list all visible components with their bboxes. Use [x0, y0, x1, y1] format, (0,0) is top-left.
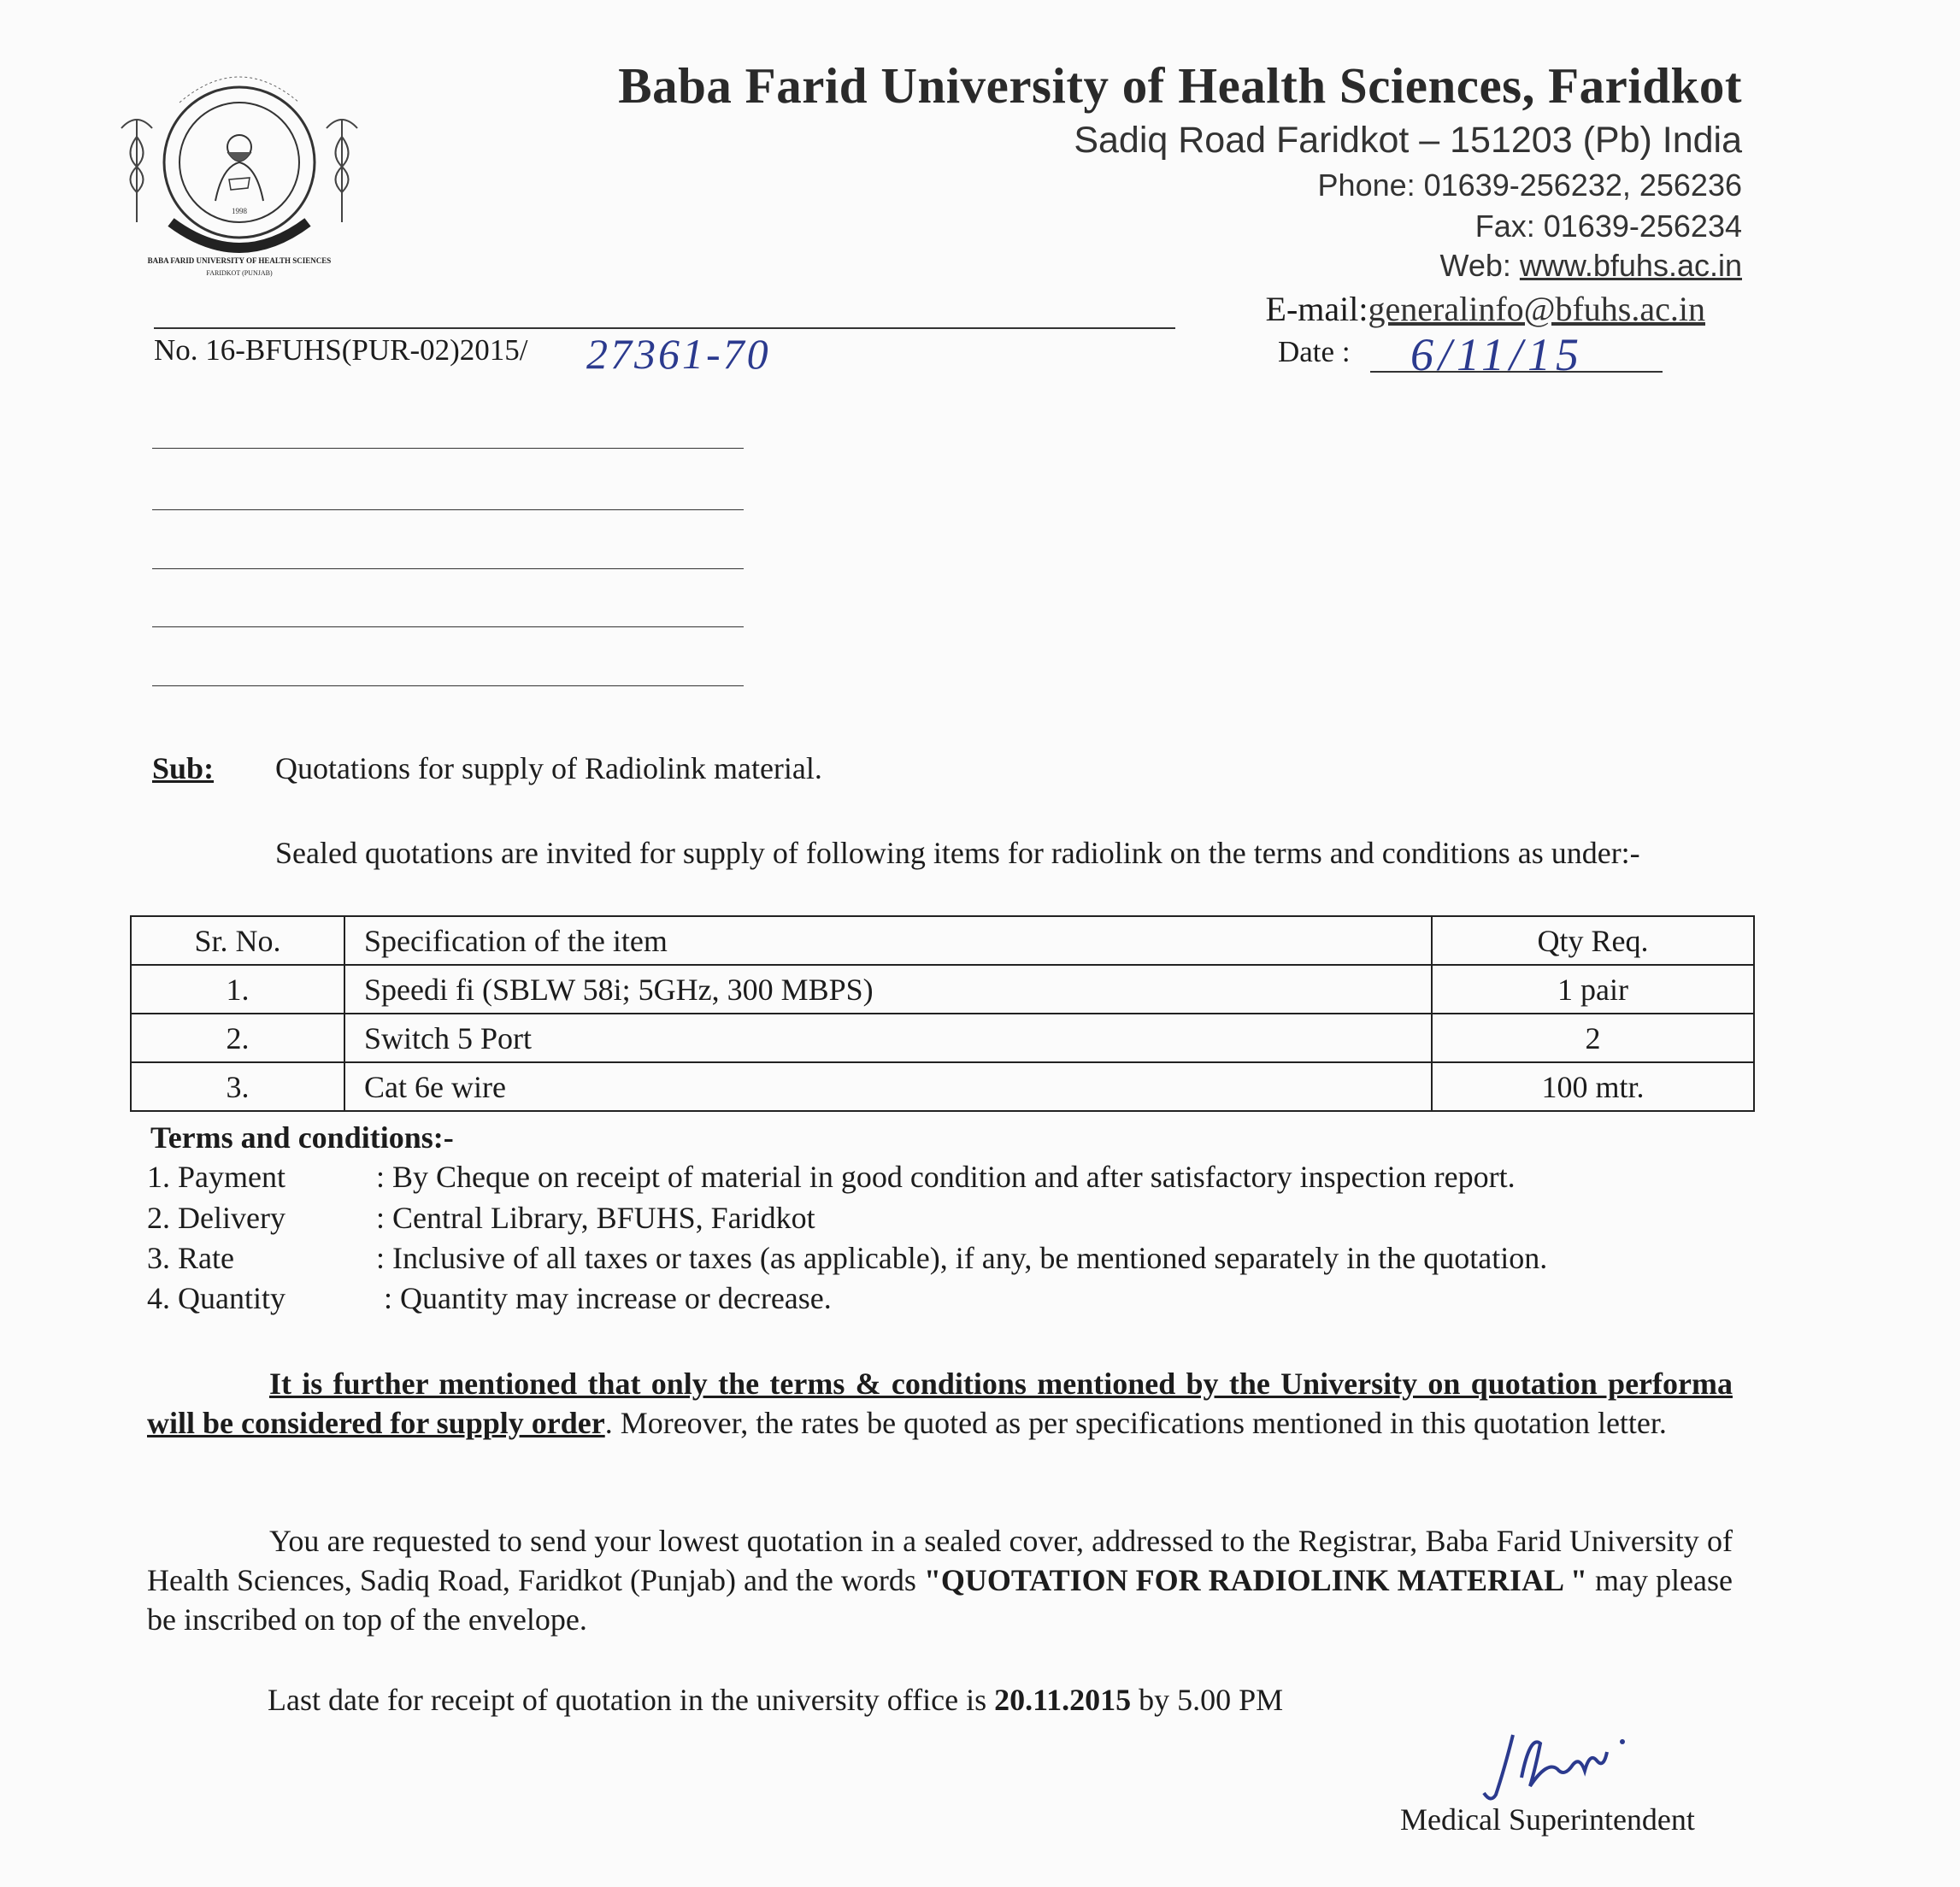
- cell-specification: Switch 5 Port: [344, 1014, 1432, 1062]
- cell-qty: 1 pair: [1432, 965, 1754, 1014]
- further-note-rest: . Moreover, the rates be quoted as per specifications mentioned in this quotation letter.: [604, 1406, 1667, 1440]
- term-label: 1. Payment: [147, 1160, 285, 1194]
- request-text-end: may please be inscribed on top of the envelope.: [147, 1563, 1733, 1637]
- term-delivery: [147, 1200, 815, 1236]
- term-rate: [147, 1240, 1547, 1276]
- term-label: 2. Delivery: [147, 1201, 285, 1235]
- term-label: 3. Rate: [147, 1241, 234, 1275]
- term-text: : By Cheque on receipt of material in good condition and after satisfactory inspection report.: [376, 1160, 1516, 1194]
- reference-number-handwritten: 27361-70: [586, 330, 771, 378]
- university-name: Baba Farid University of Health Sciences, Faridkot: [618, 57, 1742, 114]
- website-link[interactable]: www.bfuhs.ac.in: [1519, 248, 1742, 283]
- term-label: 4. Quantity: [147, 1281, 285, 1315]
- cell-sr-no: 3.: [131, 1062, 344, 1111]
- phone-numbers: Phone: 01639-256232, 256236: [1317, 168, 1742, 203]
- address-blank-line: [152, 448, 744, 449]
- last-date-value: 20.11.2015: [994, 1683, 1132, 1717]
- terms-heading: Terms and conditions:-: [150, 1120, 454, 1155]
- subject-text: Quotations for supply of Radiolink material.: [275, 751, 822, 785]
- svg-text:1998: 1998: [232, 207, 247, 215]
- cell-sr-no: 2.: [131, 1014, 344, 1062]
- header-qty: Qty Req.: [1432, 916, 1754, 965]
- further-note-paragraph: [147, 1364, 1733, 1443]
- svg-text:BABA FARID UNIVERSITY OF HEALT: BABA FARID UNIVERSITY OF HEALTH SCIENCES: [147, 256, 332, 265]
- cell-sr-no: 1.: [131, 965, 344, 1014]
- table-row: [131, 1014, 1754, 1062]
- last-date-text: Last date for receipt of quotation in the university office is: [268, 1683, 995, 1717]
- last-date-time: by 5.00 PM: [1131, 1683, 1284, 1717]
- cell-qty: 2: [1432, 1014, 1754, 1062]
- website: [1440, 248, 1743, 284]
- website-label: Web:: [1439, 248, 1520, 283]
- email-line: [1266, 289, 1705, 329]
- request-text: You are requested to send your lowest quotation in a sealed cover, addressed to the Registrar, Baba Farid University of Health Sciences, Sadiq Road, Faridkot (Punjab) and the words: [147, 1524, 1733, 1597]
- term-text: : Central Library, BFUHS, Faridkot: [376, 1201, 815, 1235]
- term-quantity: [147, 1280, 832, 1316]
- university-seal-logo: [120, 51, 359, 291]
- cell-specification: Speedi fi (SBLW 58i; 5GHz, 300 MBPS): [344, 965, 1432, 1014]
- address-blank-line: [152, 626, 744, 627]
- university-address: Sadiq Road Faridkot – 151203 (Pb) India: [1074, 120, 1742, 161]
- reference-number-label: No. 16-BFUHS(PUR-02)2015/: [154, 333, 528, 367]
- address-blank-line: [152, 509, 744, 510]
- subject-label: Sub:: [152, 751, 215, 785]
- further-note-emphasis: It is further mentioned that only the terms & conditions mentioned by the University on quotation performa will be considered for supply order: [147, 1367, 1733, 1440]
- cell-qty: 100 mtr.: [1432, 1062, 1754, 1111]
- date-label: Date :: [1278, 335, 1351, 368]
- date-handwritten: 6/11/15: [1410, 329, 1584, 380]
- fax-number: Fax: 01639-256234: [1474, 209, 1742, 244]
- intro-paragraph: Sealed quotations are invited for supply of following items for radiolink on the terms and conditions as under:-: [275, 836, 1640, 870]
- last-date-paragraph: [268, 1680, 1721, 1719]
- table-row: [131, 965, 1754, 1014]
- handwritten-signature: [1479, 1718, 1633, 1812]
- svg-text:FARIDKOT (PUNJAB): FARIDKOT (PUNJAB): [206, 269, 273, 277]
- address-blank-line: [152, 568, 744, 569]
- header-sr-no: Sr. No.: [131, 916, 344, 965]
- table-header-row: [131, 916, 1754, 965]
- items-table: [130, 915, 1755, 1112]
- table-row: [131, 1062, 1754, 1111]
- term-text: : Quantity may increase or decrease.: [376, 1281, 832, 1315]
- request-bold-text: "QUOTATION FOR RADIOLINK MATERIAL ": [923, 1563, 1588, 1597]
- header-specification: Specification of the item: [344, 916, 1432, 965]
- email-link[interactable]: generalinfo@bfuhs.ac.in: [1368, 290, 1705, 328]
- term-payment: [147, 1159, 1516, 1195]
- signatory-title: Medical Superintendent: [1400, 1802, 1695, 1837]
- request-paragraph: [147, 1521, 1733, 1639]
- email-label: E-mail:: [1265, 290, 1368, 328]
- term-text: : Inclusive of all taxes or taxes (as applicable), if any, be mentioned separately in the quotation.: [376, 1241, 1548, 1275]
- cell-specification: Cat 6e wire: [344, 1062, 1432, 1111]
- address-blank-line: [152, 685, 744, 686]
